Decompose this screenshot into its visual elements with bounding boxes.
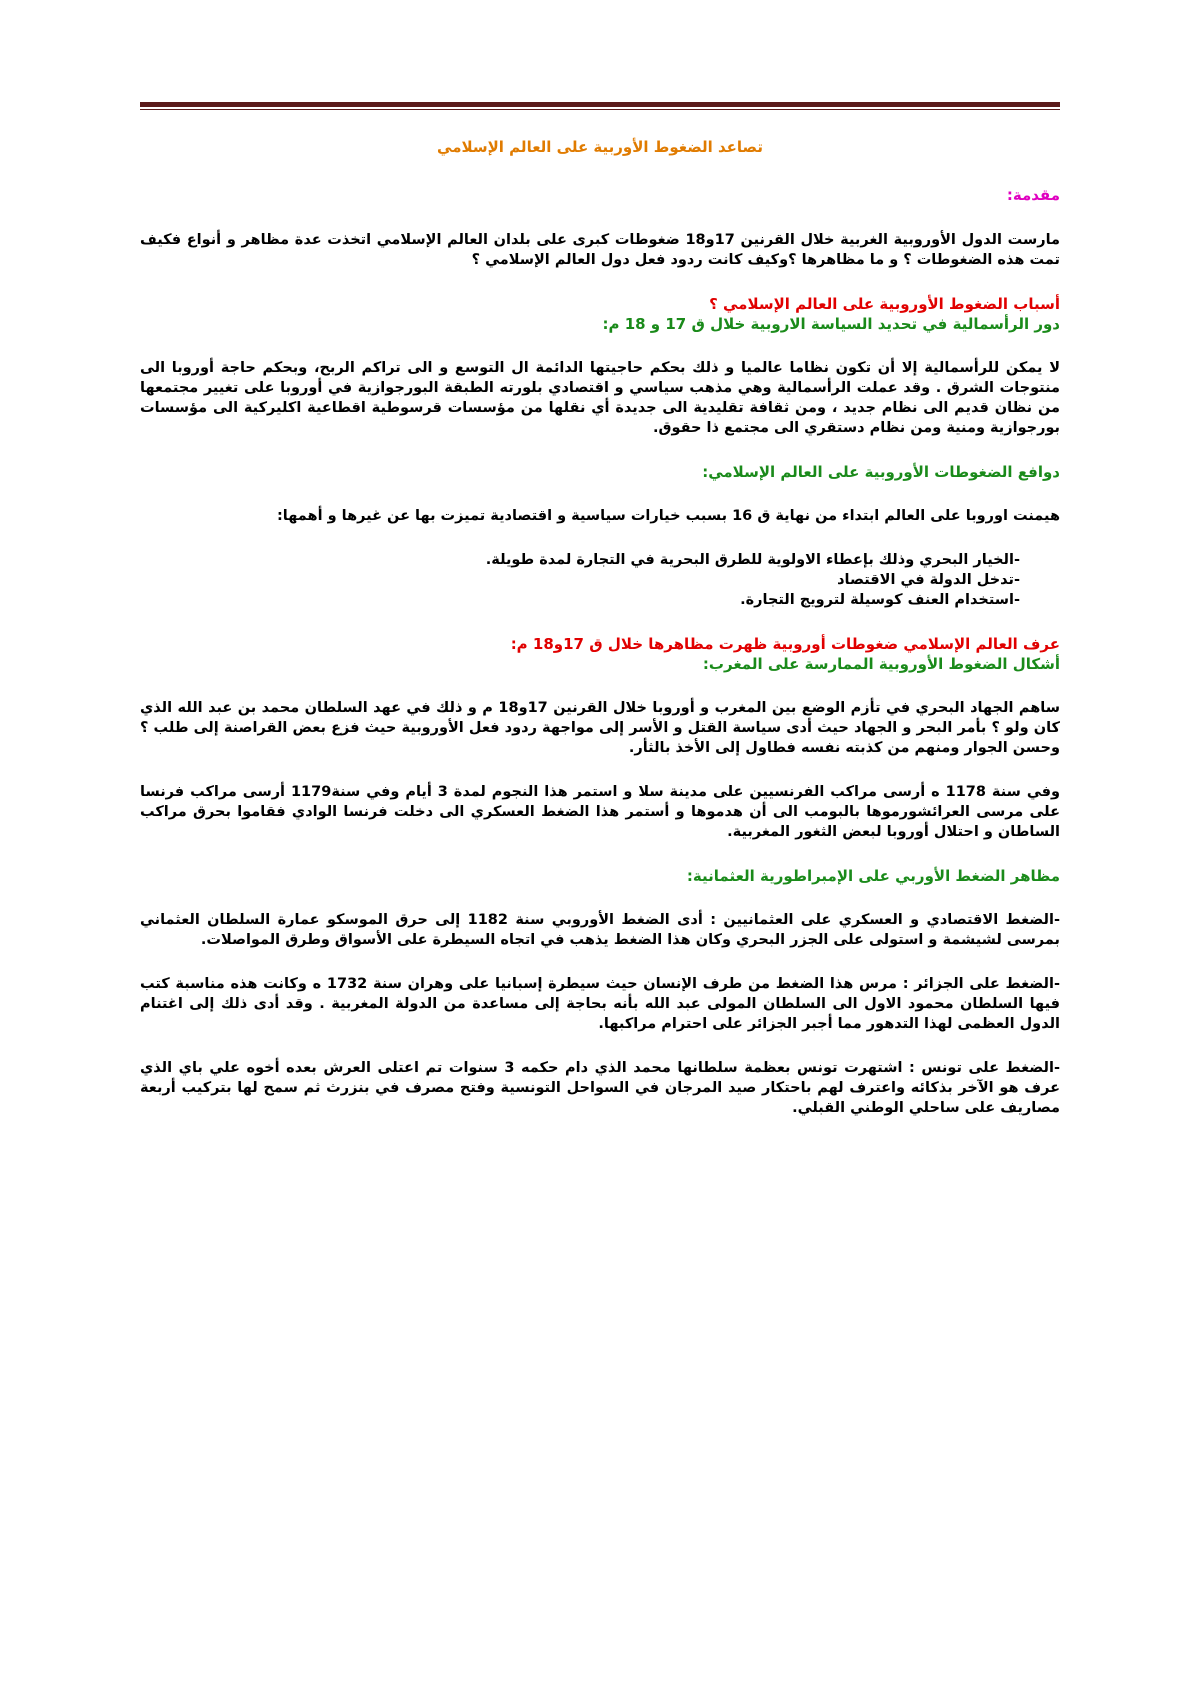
morocco-paragraph-1: ساهم الجهاد البحري في تأزم الوضع بين المغرب و أوروبا خلال القرنين 17و18 م و ذلك في عهد السلطان محمد بن عبد الله الذي كان ولو ؟ بأمر البحر و الجهاد حيث أدى سياسة القتل و الأسر إلى مواجهة ردود فعل الأوروبية حيث فزع بعض القراصنة إلى طلب ؟ وحسن الجوار ومنهم من كذبته نفسه فطاول إلى الأخذ بالثأر. (140, 700, 1060, 756)
motives-list (140, 550, 1060, 610)
morocco-heading: أشكال الضغوط الأوروبية الممارسة على المغرب: (702, 655, 1060, 673)
header-rule (140, 102, 1060, 110)
intro-paragraph: مارست الدول الأوروبية الغربية خلال القرنين 17و18 ضغوطات كبرى على بلدان العالم الإسلامي اتخذت عدة مظاهر و أنواع فكيف تمت هذه الضغوطات ؟ و ما مظاهرها ؟وكيف كانت ردود فعل دول العالم الإسلامي ؟ (140, 232, 1060, 268)
list-item: -تدخل الدولة في الاقتصاد (837, 572, 1020, 588)
capitalism-paragraph: لا يمكن للرأسمالية إلا أن تكون نظاما عالميا و ذلك بحكم حاجيتها الدائمة ال التوسع و الى تراكم الربح، وبحكم حاجة أوروبا الى منتوجات الشرق . وقد عملت الرأسمالية وهي مذهب سياسي و اقتصادي بلورته الطبقة البورجوازية في أوروبا على تغيير مجتمعها من نظان قديم الى نظام جديد ، ومن ثقافة تقليدية الى جديدة أي نقلها من مؤسسات قرسوطية اقطاعية اكليركية الى مؤسسات بورجوازية ومنية ومن نظام دستقري الى مجتمع ذا حقوق. (140, 360, 1060, 436)
list-item: -استخدام العنف كوسيلة لترويج التجارة. (740, 592, 1020, 608)
morocco-paragraph-2: وفي سنة 1178 ه أرسى مراكب الفرنسيين على مدينة سلا و استمر هذا النجوم لمدة 3 أيام وفي سنة1179 أرسى مراكب فرنسا على مرسى العرائشورموها بالبومب الى أن هدموها و أستمر هذا الضغط العسكري الى دخلت فرنسا الوادي فقاموا بحرق مراكب الساطان و احتلال أوروبا لبعض الثغور المغربية. (140, 784, 1060, 840)
capitalism-heading: دور الرأسمالية في تحديد السياسة الاروبية خلال ق 17 و 18 م: (602, 315, 1060, 333)
motives-heading: دوافع الضغوطات الأوروبية على العالم الإسلامي: (702, 463, 1060, 481)
header-rule-thick (140, 102, 1060, 107)
document-content (140, 130, 1060, 1142)
motives-paragraph: هيمنت اوروبا على العالم ابتداء من نهاية ق 16 بسبب خيارات سياسية و اقتصادية تميزت بها عن غيرها و أهمها: (276, 508, 1060, 524)
document-page (140, 0, 1060, 1686)
header-rule-thin (140, 109, 1060, 110)
pressures-heading: عرف العالم الإسلامي ضغوطات أوروبية ظهرت مظاهرها خلال ق 17و18 م: (510, 635, 1060, 653)
ottoman-paragraph-2: -الضغط على الجزائر : مرس هذا الضغط من طرف الإنسان حيث سيطرة إسبانيا على وهران سنة 1732 ه وكانت هذه مناسبة كتب فيها السلطان محمود الاول الى السلطان المولى عبد الله بأنه بحاجة إلى مساعدة من الدولة المغربية . وقد أدى ذلك إلى اغتنام الدول العظمى لهذا التدهور مما أجبر الجزائر على احترام مراكبها. (140, 976, 1060, 1032)
ottoman-heading: مظاهر الضغط الأوربي على الإمبراطورية العثمانية: (686, 867, 1060, 885)
ottoman-paragraph-1: -الضغط الاقتصادي و العسكري على العثمانيين : أدى الضغط الأوروبي سنة 1182 إلى حرق الموسكو عمارة السلطان العثماني بمرسى لشيشمة و استولى على الجزر البحري وكان هذا الضغط يذهب في اتجاه السيطرة على الأسواق وطرق المواصلات. (140, 912, 1060, 948)
intro-heading: مقدمة: (1006, 186, 1060, 204)
list-item: -الخيار البحري وذلك بإعطاء الاولوية للطرق البحرية في التجارة لمدة طويلة. (485, 552, 1020, 568)
ottoman-paragraph-3: -الضغط على تونس : اشتهرت تونس بعظمة سلطانها محمد الذي دام حكمه 3 سنوات تم اعتلى العرش بعده أخوه علي باي الذي عرف هو الآخر بذكائه واعترف لهم باحتكار صيد المرجان في السواحل التونسية وفتح مصرف في بنزرث ثم سمح لها بتركيب أربعة مصاريف على ساحلي الوطني القبلي. (140, 1060, 1060, 1116)
causes-heading: أسباب الضغوط الأوروبية على العالم الإسلامي ؟ (709, 295, 1060, 313)
document-title: تصاعد الضغوط الأوربية على العالم الإسلامي (437, 138, 763, 156)
